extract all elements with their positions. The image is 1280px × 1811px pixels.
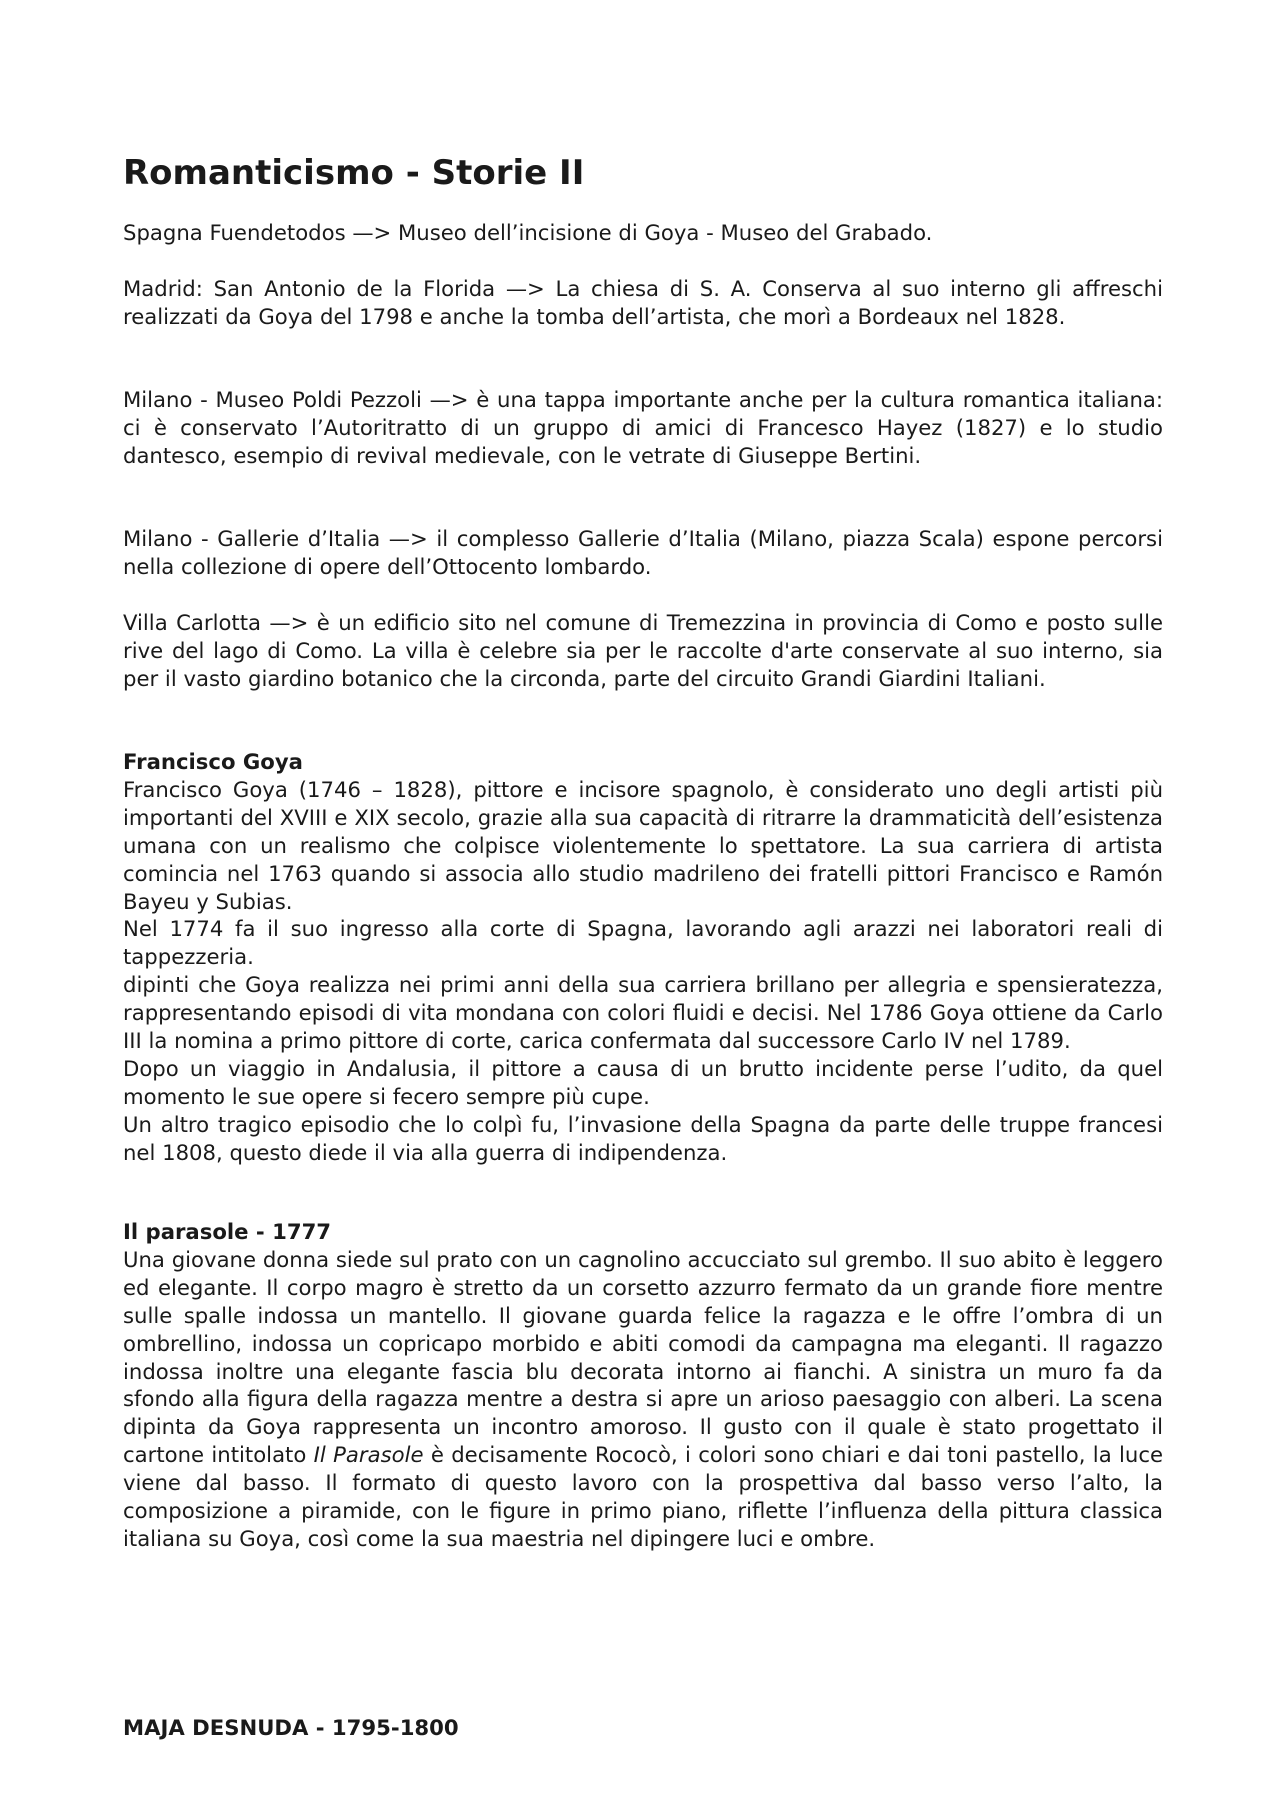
heading-il-parasole: Il parasole - 1777	[123, 1219, 332, 1244]
paragraph-villa-carlotta: Villa Carlotta —> è un edificio sito nel comune di Tremezzina in provincia di Como e posto sulle rive del lago di Como. La villa è celebre sia per le raccolte d'arte conservate al suo interno, sia per il vasto giardino botanico che la circonda, parte del circuito Grandi Giardini Italiani.	[123, 610, 1163, 691]
heading-francisco-goya: Francisco Goya	[123, 749, 303, 774]
goya-paragraph: Nel 1774 fa il suo ingresso alla corte di Spagna, lavorando agli arazzi nei laboratori reali di tappezzeria.	[123, 916, 1163, 970]
paragraph-fuendetodos: Spagna Fuendetodos —> Museo dell’incisione di Goya - Museo del Grabado.	[123, 220, 933, 245]
parasole-text-start: Una giovane donna siede sul prato con un cagnolino accucciato sul grembo. Il suo abito è leggero ed elegante. Il corpo magro è stretto da un corsetto azzurro fermato da un grande fiore mentre sulle spalle indossa un mantello. Il giovane guarda felice la ragazza e le offre l’ombra di un ombrellino, indossa un copricapo morbido e abiti comodi da campagna ma eleganti. Il ragazzo indossa inoltre una elegante fascia blu decorata intorno ai fianchi. A sinistra un muro fa da sfondo alla figura della ragazza mentre a destra si apre un arioso paesaggio con alberi. La scena dipinta da Goya rappresenta un incontro amoroso. Il gusto con il quale è stato progettato il cartone intitolato	[123, 1246, 1163, 1468]
goya-paragraph: dipinti che Goya realizza nei primi anni della sua carriera brillano per allegria e spensieratezza, rappresentando episodi di vita mondana con colori fluidi e decisi. Nel 1786 Goya ottiene da Carlo III la nomina a primo pittore di corte, carica confermata dal successore Carlo IV nel 1789.	[123, 972, 1163, 1054]
goya-paragraph: Dopo un viaggio in Andalusia, il pittore a causa di un brutto incidente perse l’udito, da quel momento le sue opere si fecero sempre più cupe.	[123, 1055, 1163, 1109]
paragraph-gallerie-italia: Milano - Gallerie d’Italia —> il complesso Gallerie d’Italia (Milano, piazza Scala) espone percorsi nella collezione di opere dell’Ottocento lombardo.	[123, 526, 1163, 579]
section-francisco-goya	[123, 748, 1163, 1167]
paragraph-poldi-pezzoli: Milano - Museo Poldi Pezzoli —> è una tappa importante anche per la cultura romantica italiana: ci è conservato l’Autoritratto di un gruppo di amici di Francesco Hayez (1827) e lo studio dantesco, esempio di revival medievale, con le vetrate di Giuseppe Bertini.	[123, 387, 1163, 468]
document-title: Romanticismo - Storie II	[123, 153, 585, 193]
parasole-title-italic: Il Parasole	[313, 1442, 424, 1468]
parasole-text-end: è decisamente Rococò, i colori sono chiari e dai toni pastello, la luce viene dal basso. Il formato di questo lavoro con la prospettiva dal basso verso l’alto, la composizione a piramide, con le figure in primo piano, riflette l’influenza della pittura classica italiana su Goya, così come la sua maestria nel dipingere luci e ombre.	[123, 1442, 1164, 1551]
parasole-paragraph	[123, 1246, 1163, 1553]
section-il-parasole	[123, 1218, 1163, 1553]
paragraph-madrid: Madrid: San Antonio de la Florida —> La chiesa di S. A. Conserva al suo interno gli affreschi realizzati da Goya del 1798 e anche la tomba dell’artista, che morì a Bordeaux nel 1828.	[123, 276, 1163, 329]
heading-maja-desnuda: MAJA DESNUDA - 1795-1800	[123, 1715, 459, 1740]
goya-paragraph: Francisco Goya (1746 – 1828), pittore e incisore spagnolo, è considerato uno degli artisti più importanti del XVIII e XIX secolo, grazie alla sua capacità di ritrarre la drammaticità dell’esistenza umana con un realismo che colpisce violentemente lo spettatore. La sua carriera di artista comincia nel 1763 quando si associa allo studio madrileno dei fratelli pittori Francisco e Ramón Bayeu y Subias.	[123, 776, 1163, 914]
goya-paragraph: Un altro tragico episodio che lo colpì fu, l’invasione della Spagna da parte delle truppe francesi nel 1808, questo diede il via alla guerra di indipendenza.	[123, 1111, 1163, 1165]
